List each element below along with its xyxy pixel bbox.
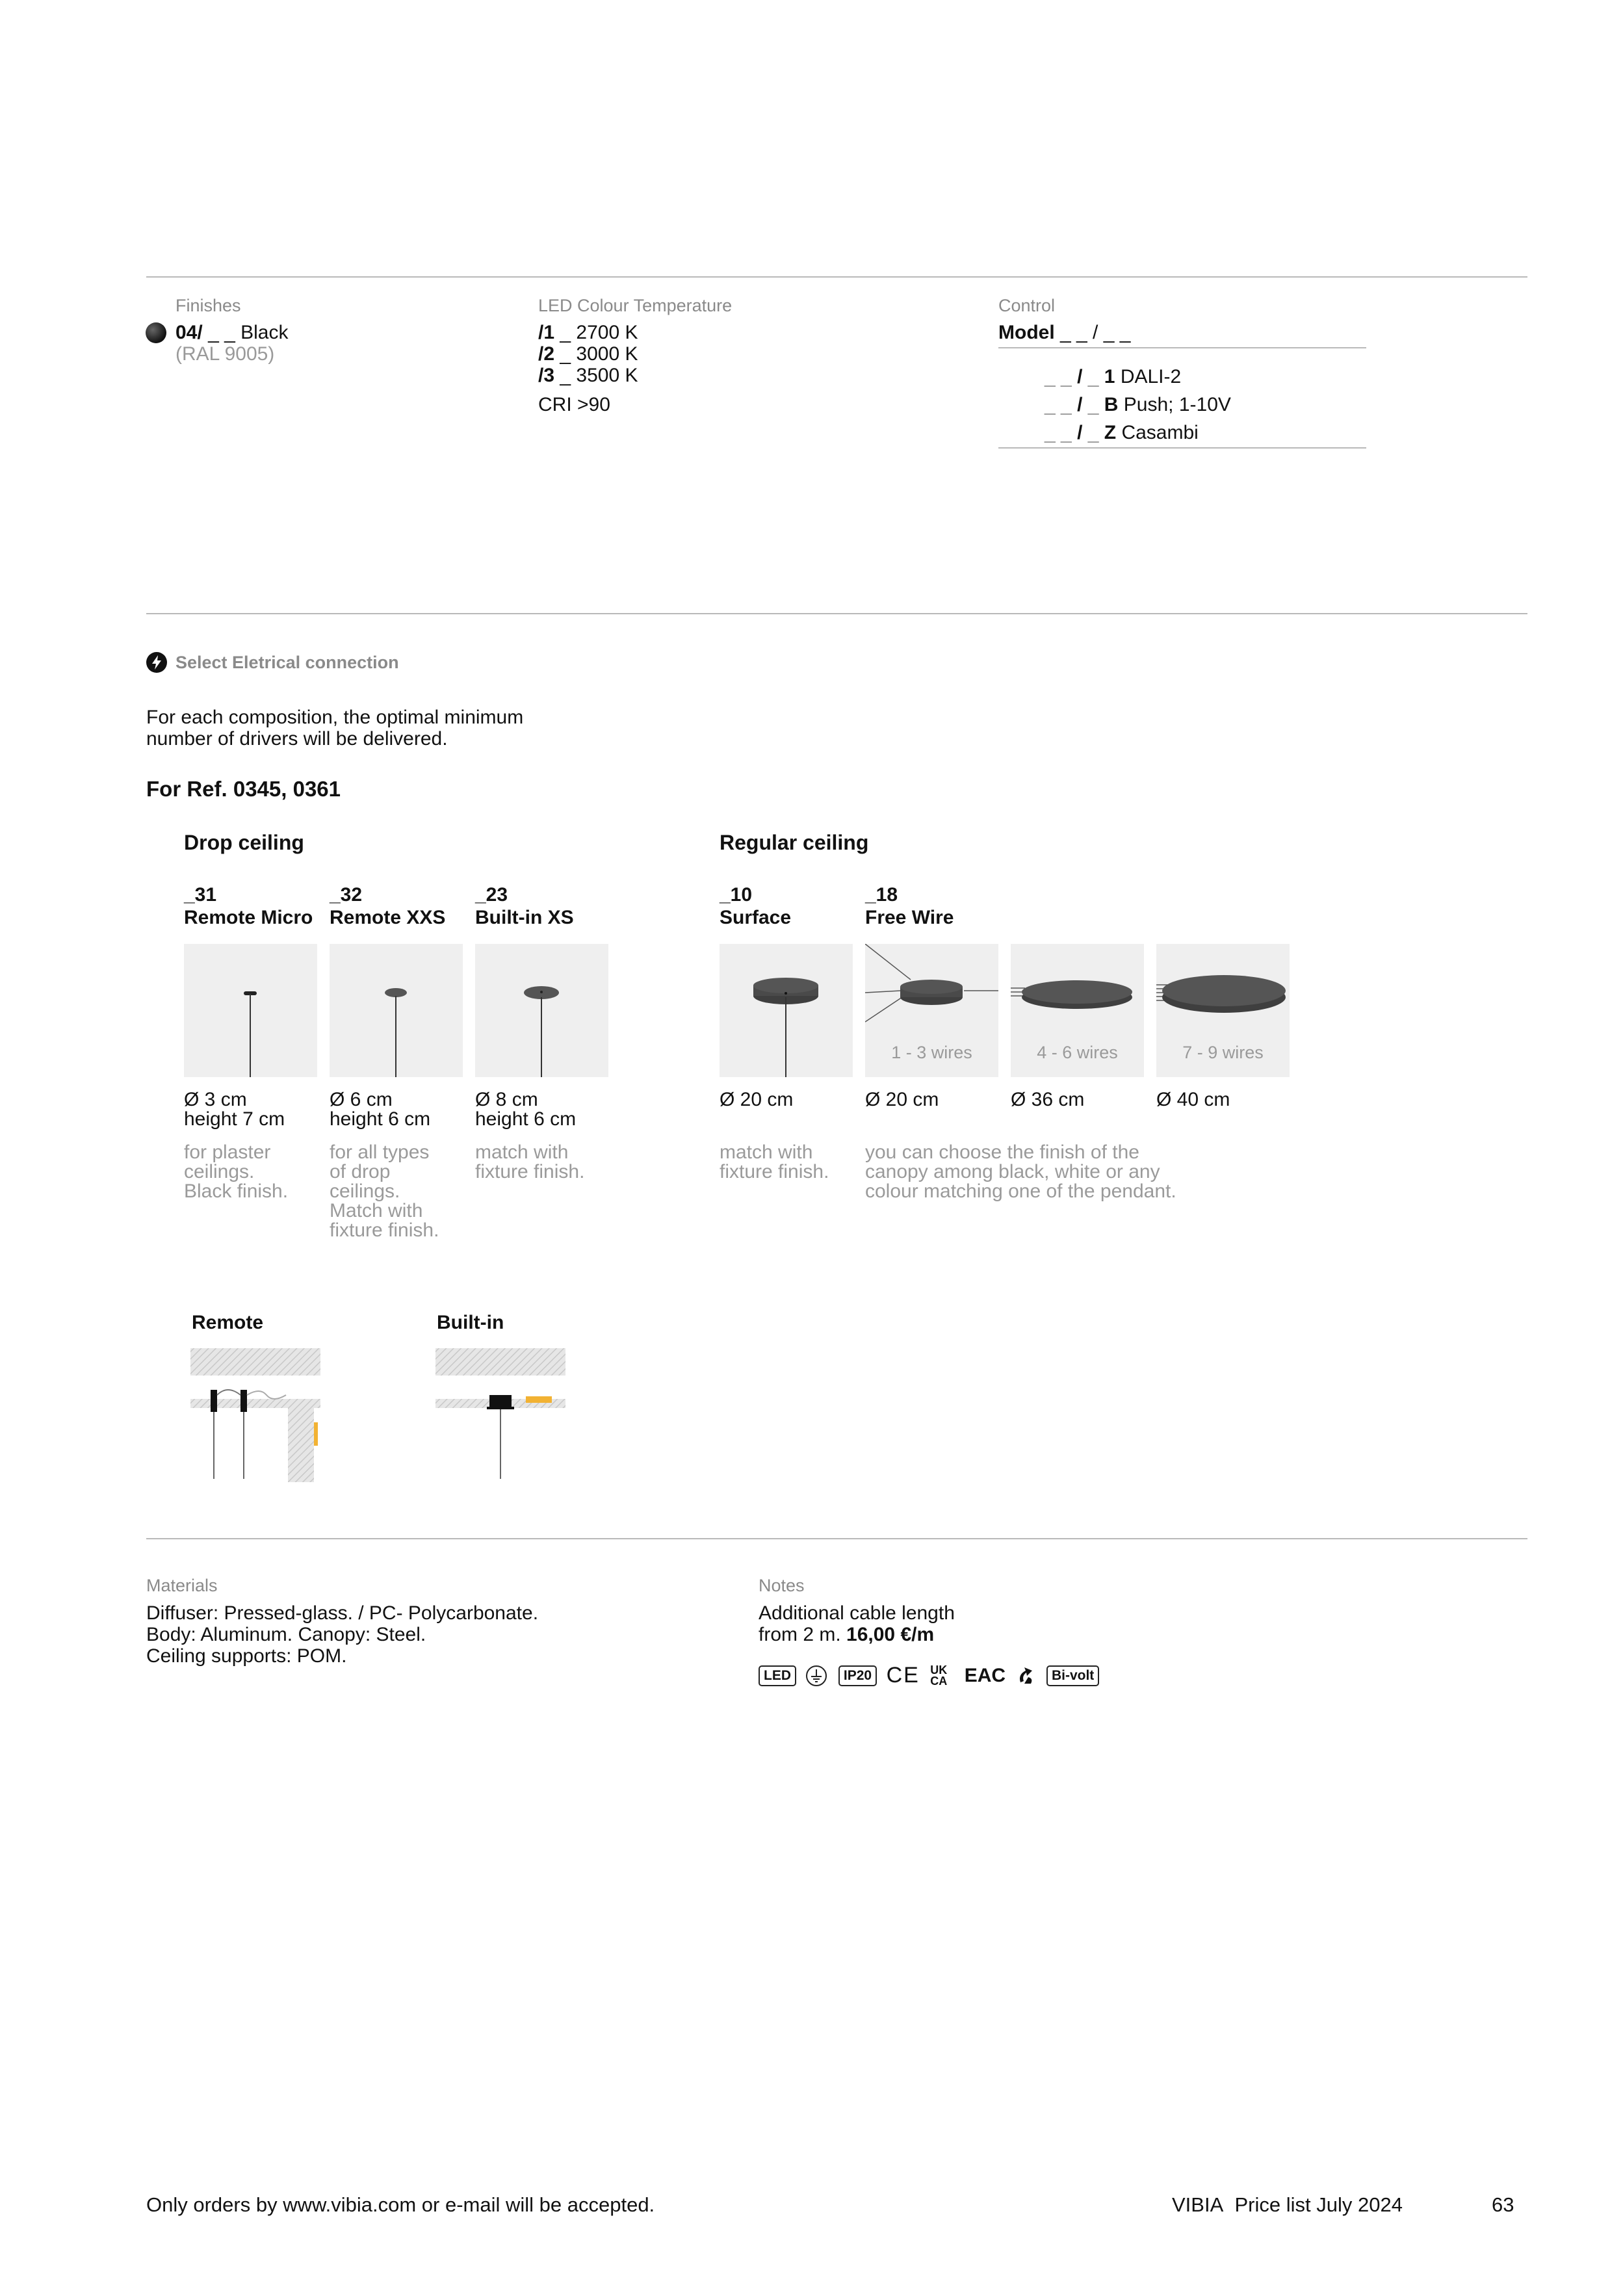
size-dia: Ø 36 cm <box>1011 1089 1085 1110</box>
freewire-1-3-image <box>865 944 998 1077</box>
drop-ceiling-title: Drop ceiling <box>184 831 304 854</box>
finish-option <box>175 322 288 344</box>
cable-price: 16,00 €/m <box>846 1624 935 1645</box>
note-line: fixture finish. <box>330 1220 439 1241</box>
control-slash: / <box>1077 366 1083 387</box>
note-line: Black finish. <box>184 1181 289 1202</box>
materials-line: Ceiling supports: POM. <box>146 1645 347 1667</box>
note-line: match with <box>720 1141 813 1163</box>
note-line: for all types <box>330 1141 430 1163</box>
control-slash: / <box>1077 394 1083 415</box>
freewire-7-9-image <box>1156 944 1290 1077</box>
drop-item-dia: Ø 8 cm <box>475 1089 538 1110</box>
control-slash: / <box>1077 422 1083 443</box>
size-dia: Ø 40 cm <box>1156 1089 1230 1110</box>
control-option <box>1045 394 1231 416</box>
freewire-note <box>865 1143 1176 1201</box>
footer-brand: VIBIA <box>1172 2193 1224 2216</box>
ukca-mark: UK CA <box>930 1663 948 1688</box>
drop-item-code: _23 <box>475 884 508 906</box>
surface-note <box>720 1143 829 1182</box>
drop-item-height: height 7 cm <box>184 1108 285 1130</box>
black-swatch <box>146 322 166 343</box>
led-blank: _ <box>560 365 571 386</box>
led-blank: _ <box>560 322 571 343</box>
notes-label: Notes <box>759 1576 805 1595</box>
control-option <box>1045 422 1199 444</box>
drop-item-dia: Ø 3 cm <box>184 1089 247 1110</box>
model-line <box>998 322 1130 344</box>
wires-caption: 4 - 6 wires <box>1037 1043 1118 1062</box>
drop-item-note <box>475 1143 584 1182</box>
materials-line: Diffuser: Pressed-glass. / PC- Polycarbonate. <box>146 1602 539 1624</box>
materials-line: Body: Aluminum. Canopy: Steel. <box>146 1624 426 1645</box>
recycle-icon <box>1017 1665 1036 1687</box>
remote-diagram-title: Remote <box>192 1312 264 1333</box>
freewire-code: _18 <box>865 884 898 906</box>
led-cri: CRI >90 <box>538 394 610 415</box>
led-option <box>538 343 638 365</box>
control-name: Casambi <box>1121 422 1199 443</box>
footer-pricelist <box>1172 2193 1403 2217</box>
note-line: of drop <box>330 1161 391 1182</box>
led-badge: LED <box>759 1665 796 1686</box>
note-line: Match with <box>330 1200 423 1221</box>
notes-line-1: Additional cable length <box>759 1602 955 1624</box>
ip20-badge: IP20 <box>838 1665 877 1686</box>
wires-caption: 1 - 3 wires <box>891 1043 972 1062</box>
control-prefix: _ _ <box>1045 422 1072 443</box>
note-line: ceilings. <box>184 1161 255 1182</box>
builtin-xs-image <box>475 944 608 1077</box>
control-rule-bottom <box>998 447 1366 449</box>
remote-micro-image <box>184 944 317 1077</box>
led-option <box>538 322 638 344</box>
drop-item-code: _31 <box>184 884 217 906</box>
finish-ral: (RAL 9005) <box>175 343 275 365</box>
surface-name: Surface <box>720 907 792 928</box>
surface-code: _10 <box>720 884 753 906</box>
control-rule-top <box>998 347 1366 348</box>
note-line: you can choose the finish of the <box>865 1141 1139 1163</box>
finish-name: Black <box>240 322 289 343</box>
led-value: 2700 K <box>576 322 638 343</box>
drop-item-dia: Ø 6 cm <box>330 1089 393 1110</box>
remote-diagram <box>188 1346 325 1482</box>
note-line: match with <box>475 1141 569 1163</box>
control-label: Control <box>998 296 1056 315</box>
ce-mark: CE <box>886 1663 920 1688</box>
lightning-icon <box>146 651 168 673</box>
section-rule <box>146 613 1527 614</box>
drop-item-code: _32 <box>330 884 363 906</box>
led-code: /2 <box>538 343 555 365</box>
bivolt-badge: Bi-volt <box>1046 1665 1099 1686</box>
control-prefix: _ _ <box>1045 394 1072 415</box>
control-name: Push; 1-10V <box>1123 394 1231 415</box>
control-option <box>1045 366 1181 388</box>
drop-item-height: height 6 cm <box>330 1108 431 1130</box>
notes-line-2-prefix: from 2 m. <box>759 1624 841 1645</box>
notes-line-2 <box>759 1624 934 1646</box>
ground-icon <box>805 1664 827 1687</box>
drop-item-note <box>330 1143 439 1240</box>
finishes-label: Finishes <box>175 296 241 315</box>
remote-xxs-image <box>330 944 463 1077</box>
builtin-diagram-title: Built-in <box>437 1312 504 1333</box>
note-line: canopy among black, white or any <box>865 1161 1160 1182</box>
footer-orders-note: Only orders by www.vibia.com or e-mail will be accepted. <box>146 2193 655 2216</box>
bottom-rule <box>146 1538 1527 1539</box>
note-line: ceilings. <box>330 1181 400 1202</box>
size-dia: Ø 20 cm <box>865 1089 939 1110</box>
surface-canopy-image <box>720 944 853 1077</box>
finish-blanks: _ _ <box>208 322 235 343</box>
regular-ceiling-title: Regular ceiling <box>720 831 869 854</box>
wires-caption: 7 - 9 wires <box>1182 1043 1264 1062</box>
drop-item-name: Remote XXS <box>330 907 446 928</box>
electrical-heading: Select Eletrical connection <box>175 653 399 672</box>
materials-label: Materials <box>146 1576 218 1595</box>
drop-item-name: Remote Micro <box>184 907 313 928</box>
note-line: fixture finish. <box>720 1161 829 1182</box>
control-code: 1 <box>1104 366 1115 387</box>
top-rule <box>146 276 1527 278</box>
footer-title: Price list July 2024 <box>1234 2193 1403 2216</box>
control-blank: _ <box>1087 366 1099 387</box>
control-name: DALI-2 <box>1120 366 1182 387</box>
led-label: LED Colour Temperature <box>538 296 733 315</box>
control-code: Z <box>1104 422 1117 443</box>
note-line: colour matching one of the pendant. <box>865 1181 1176 1202</box>
finish-code: 04/ <box>175 322 203 343</box>
note-line: for plaster <box>184 1141 271 1163</box>
led-value: 3000 K <box>576 343 638 365</box>
electrical-intro-2: number of drivers will be delivered. <box>146 728 448 750</box>
drop-item-note <box>184 1143 288 1201</box>
led-blank: _ <box>560 343 571 365</box>
led-value: 3500 K <box>576 365 638 386</box>
drop-item-name: Built-in XS <box>475 907 574 928</box>
model-label: Model <box>998 322 1055 343</box>
page-number: 63 <box>1492 2193 1514 2216</box>
led-option <box>538 365 638 387</box>
control-code: B <box>1104 394 1119 415</box>
control-blank: _ <box>1087 422 1099 443</box>
for-ref: For Ref. 0345, 0361 <box>146 777 341 801</box>
model-pattern: _ _ / _ _ <box>1060 322 1131 343</box>
note-line: fixture finish. <box>475 1161 585 1182</box>
drop-item-height: height 6 cm <box>475 1108 577 1130</box>
certification-row <box>759 1663 1106 1686</box>
freewire-name: Free Wire <box>865 907 954 928</box>
electrical-intro-1: For each composition, the optimal minimum <box>146 707 524 728</box>
led-code: /3 <box>538 365 555 386</box>
control-blank: _ <box>1087 394 1099 415</box>
surface-dia: Ø 20 cm <box>720 1089 794 1110</box>
eac-mark: EAC <box>964 1664 1006 1686</box>
freewire-4-6-image <box>1011 944 1144 1077</box>
led-code: /1 <box>538 322 555 343</box>
builtin-diagram <box>434 1346 570 1482</box>
control-prefix: _ _ <box>1045 366 1072 387</box>
